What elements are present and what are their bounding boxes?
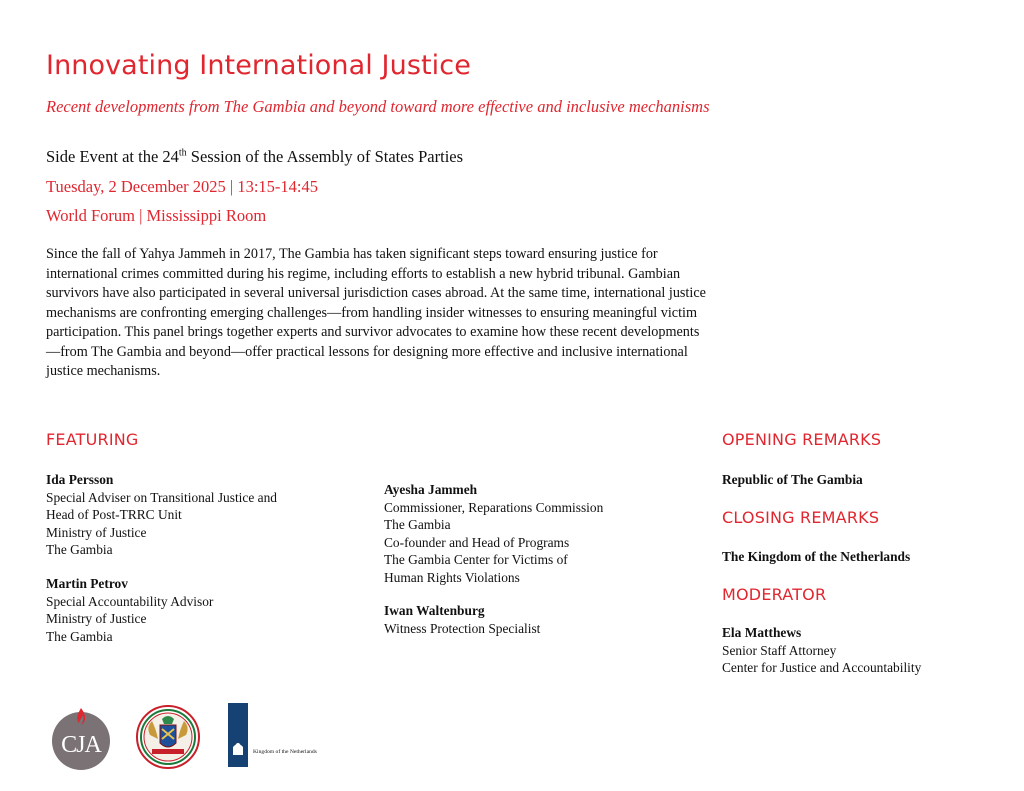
cja-logo-text: CJA xyxy=(61,732,101,758)
moderator-speaker xyxy=(722,624,921,677)
speaker-role-line: The Gambia xyxy=(384,517,451,532)
speaker-role-line: Co-founder and Head of Programs xyxy=(384,534,570,550)
event-description: Since the fall of Yahya Jammeh in 2017, The Gambia has taken significant steps toward ensuring justice for international crimes committed during his regime, including efforts to establish a new hybrid tribunal. Gambian survivors have also participated in several universal jurisdiction cases abroad. At the same time, international justice mechanisms are confronting emerging challenges—from handling insider witnesses to ensuring meaningful victim participation. This panel brings together experts and survivor advocates to examine how these recent developments—from The Gambia and beyond—offer practical lessons for designing more effective and inclusive international justice mechanisms. xyxy=(46,246,706,379)
netherlands-logo-text: Kingdom of the Netherlands xyxy=(253,749,317,755)
speaker-role-line: Head of Post-TRRC Unit xyxy=(46,507,182,522)
opening-remarks-speaker xyxy=(722,471,863,489)
speaker-martin-petrov xyxy=(46,575,213,645)
speaker-name: Ayesha Jammeh xyxy=(384,482,478,497)
opening-remarks-heading: OPENING REMARKS xyxy=(722,430,882,449)
speaker-role-line: Witness Protection Specialist xyxy=(384,620,541,636)
gambia-coat-of-arms-logo xyxy=(136,705,200,769)
gambia-seal-graphic xyxy=(136,705,200,769)
moderator-role-line: Senior Staff Attorney xyxy=(722,642,837,658)
moderator-heading: MODERATOR xyxy=(722,585,827,604)
speaker-name: Martin Petrov xyxy=(46,576,128,591)
speaker-role-line: Ministry of Justice xyxy=(46,611,147,626)
featuring-heading: FEATURING xyxy=(46,430,139,449)
speaker-role-line: The Gambia xyxy=(46,628,113,644)
speaker-ida-persson xyxy=(46,471,277,559)
moderator-role-line: Center for Justice and Accountability xyxy=(722,660,922,675)
speaker-role-line: Human Rights Violations xyxy=(384,569,520,585)
netherlands-logo xyxy=(228,703,338,769)
speaker-name: Iwan Waltenburg xyxy=(384,603,485,618)
speaker-role-line: Special Accountability Advisor xyxy=(46,593,214,609)
session-suffix: Session of the Assembly of States Parties xyxy=(186,147,464,166)
cja-logo xyxy=(50,705,112,771)
cja-logo-graphic xyxy=(50,705,112,771)
event-venue: World Forum | Mississippi Room xyxy=(46,206,267,225)
speaker-iwan-waltenburg xyxy=(384,602,540,637)
speaker-role-line: The Gambia Center for Victims of xyxy=(384,552,568,567)
moderator-name: Ela Matthews xyxy=(722,625,802,640)
event-title: Innovating International Justice xyxy=(46,50,471,81)
closing-remarks-speaker xyxy=(722,548,910,566)
speaker-role-line: Ministry of Justice xyxy=(46,524,147,540)
session-ordinal-suffix: th xyxy=(178,147,187,159)
closing-remarks-name: The Kingdom of the Netherlands xyxy=(722,549,911,564)
speaker-role-line: The Gambia xyxy=(46,542,113,557)
speaker-name: Ida Persson xyxy=(46,472,114,487)
event-session-line xyxy=(46,147,463,167)
session-prefix: Side Event at the 24 xyxy=(46,147,179,166)
event-date: Tuesday, 2 December 2025 | 13:15-14:45 xyxy=(46,177,319,196)
opening-remarks-name: Republic of The Gambia xyxy=(722,472,863,487)
speaker-ayesha-jammeh xyxy=(384,481,603,586)
event-subtitle: Recent developments from The Gambia and beyond toward more effective and inclusive mechanisms xyxy=(46,97,710,116)
closing-remarks-heading: CLOSING REMARKS xyxy=(722,508,880,527)
speaker-role-line: Special Adviser on Transitional Justice and xyxy=(46,489,277,505)
speaker-role-line: Commissioner, Reparations Commission xyxy=(384,499,604,515)
netherlands-logo-graphic xyxy=(228,703,338,769)
